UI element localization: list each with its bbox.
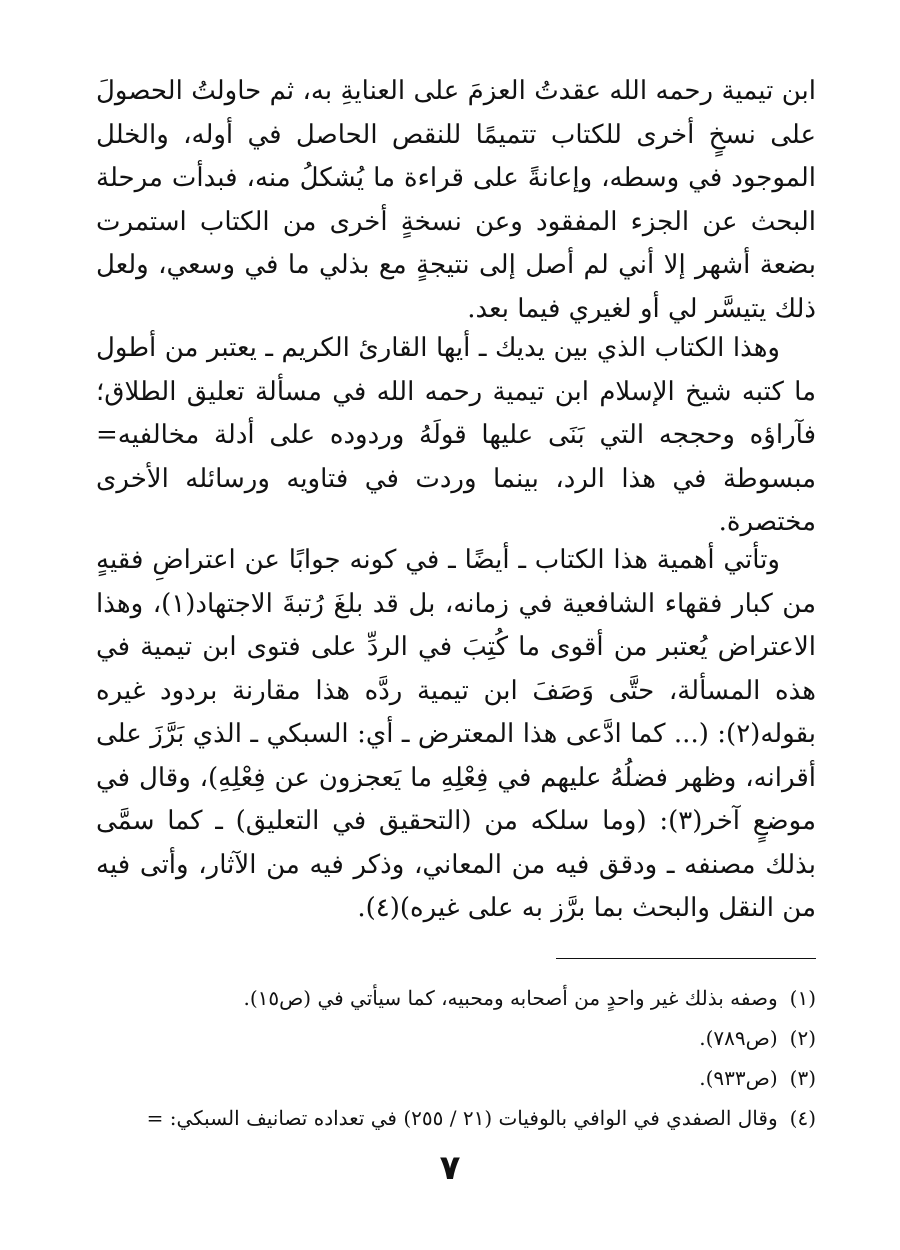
footnote-number: (٣): [789, 1066, 816, 1090]
footnote-text: وصفه بذلك غير واحدٍ من أصحابه ومحبيه، كما سيأتي في (ص١٥).: [243, 986, 778, 1010]
footnote-number: (٤): [789, 1106, 816, 1130]
footnote-number: (٢): [789, 1026, 816, 1050]
footnote-2: [84, 1018, 816, 1058]
paragraph-2: [96, 327, 816, 545]
footnote-1: [84, 978, 816, 1018]
footnote-4: [84, 1098, 816, 1138]
paragraph-2-text: وهذا الكتاب الذي بين يديك ـ أيها القارئ الكريم ـ يعتبر من أطول ما كتبه شيخ الإسلام ابن تيمية رحمه الله في مسألة تعليق الطلاق؛ فآراؤه وحججه التي بَنَى عليها قولَهُ وردوده على أدلة مخالفيه= مبسوطة في هذا الرد، بينما وردت في فتاويه ورسائله الأخرى مختصرة.: [96, 333, 816, 537]
footnote-number: (١): [789, 986, 816, 1010]
paragraph-3: [96, 539, 816, 931]
footnote-separator: [556, 958, 816, 959]
footnote-text: (ص٧٨٩).: [699, 1026, 778, 1050]
footnote-text: وقال الصفدي في الوافي بالوفيات (٢١ / ٢٥٥) في تعداده تصانيف السبكي: =: [146, 1106, 778, 1130]
footnote-3: [84, 1058, 816, 1098]
paragraph-1: [96, 70, 816, 331]
paragraph-1-text: ابن تيمية رحمه الله عقدتُ العزمَ على العنايةِ به، ثم حاولتُ الحصولَ على نسخٍ أخرى للكتاب تتميمًا للنقص الحاصل في أوله، والخلل الموجود في وسطه، وإعانةً على قراءة ما يُشكلُ منه، فبدأت مرحلة البحث عن الجزء المفقود وعن نسخةٍ أخرى من الكتاب استمرت بضعة أشهر إلا أني لم أصل إلى نتيجةٍ مع بذلي ما في وسعي، ولعل ذلك يتيسَّر لي أو لغيري فيما بعد.: [96, 76, 816, 324]
footnotes: [84, 978, 816, 1138]
page-number: ٧: [439, 1148, 461, 1188]
paragraph-3-text: وتأتي أهمية هذا الكتاب ـ أيضًا ـ في كونه جوابًا عن اعتراضِ فقيهٍ من كبار فقهاء الشافعية في زمانه، بل قد بلغَ رُتبةَ الاجتهاد(١)، وهذا الاعتراض يُعتبر من أقوى ما كُتِبَ في الردِّ على فتوى ابن تيمية في هذه المسألة، حتَّى وَصَفَ ابن تيمية ردَّه هذا مقارنة بردود غيره بقوله(٢): (... كما ادَّعى هذا المعترض ـ أي: السبكي ـ الذي بَرَّزَ على أقرانه، وظهر فضلُهُ عليهم في فِعْلِهِ ما يَعجزون عن فِعْلِهِ)، وقال في موضعٍ آخر(٣): (وما سلكه من (التحقيق في التعليق) ـ كما سمَّى بذلك مصنفه ـ ودقق فيه من المعاني، وذكر فيه من الآثار، وأتى فيه من النقل والبحث بما برَّز به على غيره)(٤).: [96, 545, 817, 923]
footnote-text: (ص٩٣٣).: [699, 1066, 778, 1090]
